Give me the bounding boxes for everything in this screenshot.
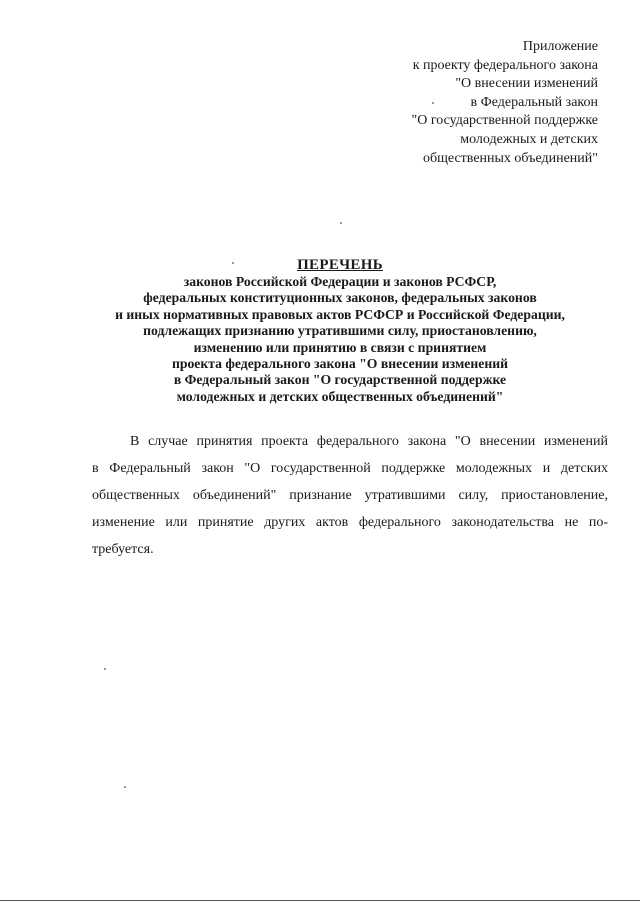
title-line: изменению или принятию в связи с принятием [193,339,487,355]
scan-speck [432,102,434,104]
title-line: в Федеральный закон "О государственной поддержке [173,372,507,388]
body-paragraph [92,428,608,563]
title-heading: ПЕРЕЧЕНЬ [297,257,383,273]
body-line: требуется. [92,542,154,557]
title-line: законов Российской Федерации и законов РСФСР, [183,274,497,289]
title-subtitle [60,274,620,405]
appendix-header [338,38,598,168]
title-line: подлежащих признанию утратившими силу, приостановлению, [143,323,537,339]
scan-speck [104,668,106,670]
title-line: проекта федерального закона "О внесении изменений [171,356,509,372]
scan-speck [124,786,126,788]
body-line: в Федеральный закон "О государственной поддержке молодежных и детских [92,461,608,476]
body-line: общественных объединений" признание утратившими силу, приостановление, [92,488,608,503]
title-line: и иных нормативных правовых актов РСФСР и Российской Федерации, [115,306,565,322]
appendix-line: в Федеральный закон [470,94,598,110]
body-line: изменение или принятие других актов федерального законодательства не по- [92,515,608,530]
title-line: федеральных конституционных законов, федеральных законов [143,290,537,306]
title-line: молодежных и детских общественных объединений" [176,388,504,404]
appendix-line: молодежных и детских [460,131,598,147]
body-line: В случае принятия проекта федерального закона "О внесении изменений [130,434,608,449]
appendix-line: "О государственной поддержке [411,113,598,129]
appendix-line: "О внесении изменений [455,76,598,92]
page-bottom-edge [0,900,640,901]
appendix-line: Приложение [522,39,598,54]
scan-speck [232,262,234,264]
scan-speck [340,222,342,224]
appendix-line: к проекту федерального закона [412,57,598,73]
appendix-line: общественных объединений" [423,150,598,166]
document-title [60,256,620,405]
